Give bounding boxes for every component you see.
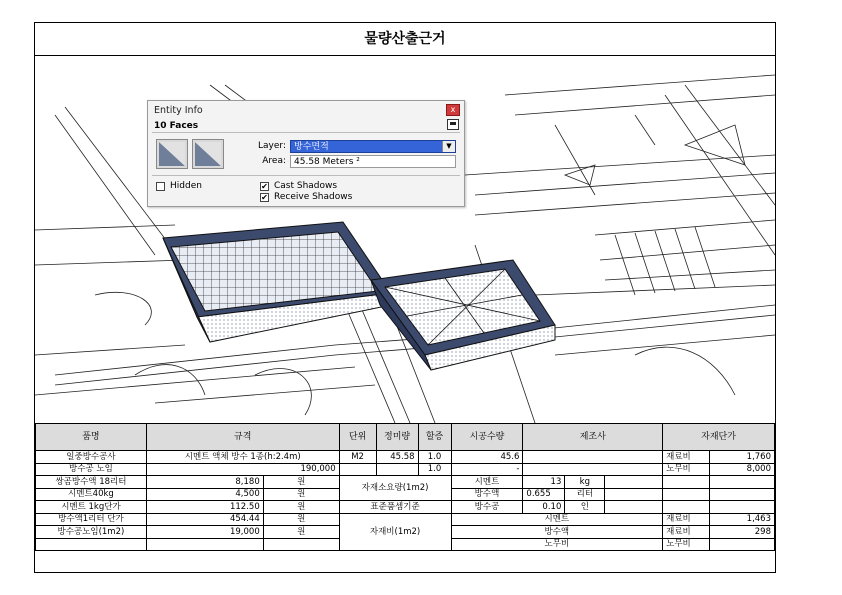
cell-cost-value: 1,760 <box>710 451 775 464</box>
back-material-swatch[interactable] <box>192 139 224 169</box>
cell-sub-item: 방수액 <box>451 488 523 501</box>
cell-net-qty: 45.58 <box>376 451 418 464</box>
cell-empty <box>710 476 775 489</box>
cell-sub-unit: 인 <box>565 501 605 514</box>
table-row <box>36 476 775 489</box>
cell-empty <box>605 488 663 501</box>
cell-empty <box>263 538 339 551</box>
cell-cost-value: 1,463 <box>710 513 775 526</box>
chevron-down-icon[interactable]: ▼ <box>442 141 455 152</box>
cast-shadows-label: Cast Shadows <box>274 181 338 191</box>
cell-empty <box>710 488 775 501</box>
cell-net-qty <box>376 463 418 476</box>
dialog-title: Entity Info <box>154 105 203 116</box>
cell-sub-item: 노무비 <box>451 538 663 551</box>
cell-item: 시멘트40kg <box>36 488 147 501</box>
header-maker: 제조사 <box>523 424 663 451</box>
cell-spec-value: 19,000 <box>146 526 263 539</box>
cell-empty <box>36 538 147 551</box>
table-row <box>36 463 775 476</box>
cell-empty <box>710 538 775 551</box>
cast-shadows-checkbox[interactable]: ✔ <box>261 182 268 191</box>
cell-extra: 1.0 <box>418 451 451 464</box>
cell-sub-unit: 리터 <box>565 488 605 501</box>
header-extra: 할증 <box>418 424 451 451</box>
waterproof-area-left <box>163 222 391 342</box>
divider <box>152 175 460 176</box>
cell-spec-value: 4,500 <box>146 488 263 501</box>
area-field: 45.58 Meters ² <box>290 155 456 168</box>
cell-spec-value: 8,180 <box>146 476 263 489</box>
cell-maker <box>523 463 663 476</box>
cell-item: 일중방수공사 <box>36 451 147 464</box>
cell-empty <box>605 476 663 489</box>
cell-sub-item: 시멘트 <box>451 513 663 526</box>
selection-count: 10 Faces <box>154 121 199 131</box>
cell-item: 시멘트 1kg단가 <box>36 501 147 514</box>
cell-sub-value: 0.10 <box>523 501 565 514</box>
layer-label: Layer: <box>258 141 286 151</box>
cell-cost-value: 298 <box>710 526 775 539</box>
cell-sub-item: 시멘트 <box>451 476 523 489</box>
cell-maker <box>523 451 663 464</box>
cell-sub-unit: kg <box>565 476 605 489</box>
header-spec: 규격 <box>146 424 339 451</box>
cell-cost-label: 재료비 <box>663 451 710 464</box>
cell-group-label: 표준품셈기준 <box>339 501 451 514</box>
hidden-label: Hidden <box>170 181 202 191</box>
cell-spec-unit: 원 <box>263 513 339 526</box>
cell-spec: 190,000 <box>146 463 339 476</box>
cell-sub-item: 방수공 <box>451 501 523 514</box>
close-button[interactable]: x <box>446 104 460 116</box>
cell-empty <box>146 538 263 551</box>
header-unit-cost: 자재단가 <box>663 424 775 451</box>
table-row <box>36 513 775 526</box>
cell-item: 방수공노임(1m2) <box>36 526 147 539</box>
cell-work-qty: 45.6 <box>451 451 523 464</box>
header-net-qty: 정미량 <box>376 424 418 451</box>
cell-empty <box>710 501 775 514</box>
divider <box>152 132 460 133</box>
cell-spec-unit: 원 <box>263 501 339 514</box>
layer-value: 방수면적 <box>294 142 329 152</box>
cell-cost-label: 노무비 <box>663 538 710 551</box>
cell-cost-label: 재료비 <box>663 526 710 539</box>
table-row <box>36 451 775 464</box>
cell-spec-value: 112.50 <box>146 501 263 514</box>
cell-empty <box>663 488 710 501</box>
cell-item: 방수액1리터 단가 <box>36 513 147 526</box>
layer-select[interactable] <box>290 140 456 153</box>
front-material-swatch[interactable] <box>156 139 188 169</box>
waterproof-area-right <box>371 260 555 370</box>
cell-unit <box>339 463 376 476</box>
header-unit: 단위 <box>339 424 376 451</box>
pin-icon[interactable] <box>447 119 459 130</box>
cell-cost-label: 노무비 <box>663 463 710 476</box>
cell-sub-value: 0.655 <box>523 488 565 501</box>
table-row <box>36 501 775 514</box>
quantity-sheet <box>34 22 776 573</box>
cell-group-label: 자재소요량(1m2) <box>339 476 451 501</box>
header-item: 품명 <box>36 424 147 451</box>
cell-item: 쌍곰방수액 18리터 <box>36 476 147 489</box>
cell-spec-unit: 원 <box>263 526 339 539</box>
cad-drawing-area <box>35 55 775 424</box>
entity-info-dialog <box>147 100 465 207</box>
receive-shadows-checkbox[interactable]: ✔ <box>261 193 268 202</box>
cell-cost-label: 재료비 <box>663 513 710 526</box>
cell-empty <box>663 476 710 489</box>
cell-work-qty: - <box>451 463 523 476</box>
cell-sub-item: 방수액 <box>451 526 663 539</box>
cell-spec-unit: 원 <box>263 488 339 501</box>
hidden-checkbox[interactable] <box>156 182 165 191</box>
cell-empty <box>605 501 663 514</box>
cell-spec-value: 454.44 <box>146 513 263 526</box>
cell-item: 방수공 노임 <box>36 463 147 476</box>
receive-shadows-label: Receive Shadows <box>274 192 353 202</box>
cell-cost-value: 8,000 <box>710 463 775 476</box>
cell-spec: 시멘트 액체 방수 1종(h:2.4m) <box>146 451 339 464</box>
cell-empty <box>663 501 710 514</box>
table-header-row <box>36 424 775 451</box>
cell-group-label: 자재비(1m2) <box>339 513 451 551</box>
cell-sub-value: 13 <box>523 476 565 489</box>
quantity-table <box>35 423 775 551</box>
cell-spec-unit: 원 <box>263 476 339 489</box>
page-title: 물량산출근거 <box>35 23 775 56</box>
cell-extra: 1.0 <box>418 463 451 476</box>
cell-unit: M2 <box>339 451 376 464</box>
header-work-qty: 시공수량 <box>451 424 523 451</box>
area-label: Area: <box>262 156 286 166</box>
